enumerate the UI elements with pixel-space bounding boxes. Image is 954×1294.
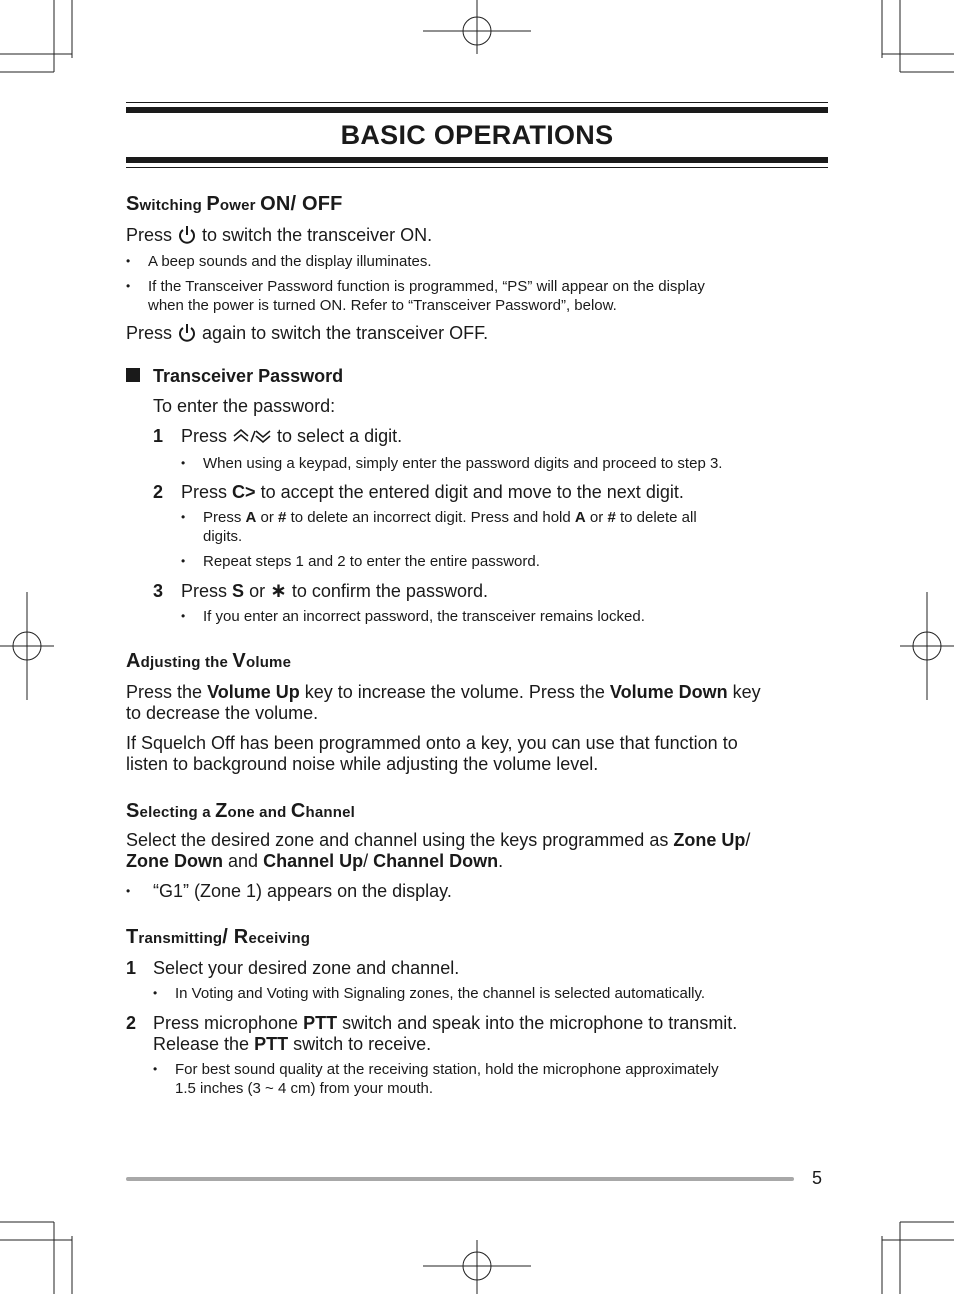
square-bullet-icon bbox=[126, 368, 140, 382]
password-step-2-note-1: Press A or # to delete an incorrect digit. Press and hold A or # to delete all digits. bbox=[203, 509, 697, 545]
title-rule-top-thick bbox=[126, 107, 828, 113]
page-title: BASIC OPERATIONS bbox=[340, 120, 614, 150]
bullet: • bbox=[126, 884, 131, 898]
bullet: • bbox=[153, 986, 158, 1000]
txrx-step-1-note: In Voting and Voting with Signaling zones, the channel is selected automatically. bbox=[175, 985, 706, 1002]
power-off-instruction: Press again to switch the transceiver OFF. bbox=[126, 323, 489, 343]
bullet: • bbox=[181, 609, 186, 623]
password-step-3-note: If you enter an incorrect password, the transceiver remains locked. bbox=[203, 608, 645, 625]
bullet: • bbox=[181, 510, 186, 524]
up-down-arrows-icon bbox=[232, 428, 272, 444]
zone-note: “G1” (Zone 1) appears on the display. bbox=[153, 881, 452, 901]
bullet: • bbox=[126, 254, 131, 268]
footer-rule bbox=[126, 1177, 794, 1181]
star-key-icon: ∗ bbox=[270, 580, 287, 602]
title-rule-bottom-thin bbox=[126, 167, 828, 168]
power-icon bbox=[178, 225, 196, 244]
password-step-2-note-2: Repeat steps 1 and 2 to enter the entire password. bbox=[203, 553, 540, 570]
txrx-step-1: Select your desired zone and channel. bbox=[153, 958, 460, 978]
heading-switching-power: Switching Power ON/ OFF bbox=[126, 193, 343, 215]
power-on-instruction: Press to switch the transceiver ON. bbox=[126, 225, 433, 245]
step-number: 2 bbox=[153, 482, 164, 502]
step-number: 1 bbox=[153, 426, 164, 446]
password-step-3: Press S or ∗ to confirm the password. bbox=[181, 580, 488, 602]
heading-selecting-zone-channel: Selecting a Zone and Channel bbox=[126, 800, 356, 822]
title-rule-top-thin bbox=[126, 102, 828, 103]
zone-paragraph: Select the desired zone and channel using the keys programmed as Zone Up/ Zone Down and Channel Up/ Channel Down. bbox=[126, 830, 751, 871]
power-icon bbox=[178, 323, 196, 342]
bullet: • bbox=[126, 279, 131, 293]
heading-adjusting-volume: Adjusting the Volume bbox=[126, 650, 292, 672]
txrx-step-2: Press microphone PTT switch and speak into the microphone to transmit. Release the PTT switch to receive. bbox=[153, 1013, 738, 1054]
txrx-step-2-note: For best sound quality at the receiving station, hold the microphone approximately 1.5 inches (3 ~ 4 cm) from your mouth. bbox=[175, 1061, 719, 1097]
power-note-2: If the Transceiver Password function is programmed, “PS” will appear on the display when the power is turned ON. Refer to “Transceiver Password”, below. bbox=[148, 278, 705, 314]
page-number: 5 bbox=[812, 1168, 823, 1188]
step-number: 1 bbox=[126, 958, 137, 978]
power-note-1: A beep sounds and the display illuminates. bbox=[148, 253, 432, 270]
volume-paragraph-2: If Squelch Off has been programmed onto a key, you can use that function to listen to background noise while adjusting the volume level. bbox=[126, 733, 738, 774]
password-step-1-note: When using a keypad, simply enter the password digits and proceed to step 3. bbox=[203, 455, 723, 472]
title-rule-bottom-thick bbox=[126, 157, 828, 163]
volume-paragraph-1: Press the Volume Up key to increase the volume. Press the Volume Down key to decrease the volume. bbox=[126, 682, 761, 723]
step-number: 3 bbox=[153, 581, 164, 601]
password-intro: To enter the password: bbox=[153, 396, 336, 416]
bullet: • bbox=[181, 456, 186, 470]
bullet: • bbox=[181, 554, 186, 568]
password-step-2: Press C> to accept the entered digit and move to the next digit. bbox=[181, 482, 684, 502]
password-step-1: Press to select a digit. bbox=[181, 426, 403, 446]
bullet: • bbox=[153, 1062, 158, 1076]
heading-transmitting-receiving: Transmitting/ Receiving bbox=[126, 926, 311, 948]
heading-transceiver-password: Transceiver Password bbox=[153, 366, 344, 386]
step-number: 2 bbox=[126, 1013, 137, 1033]
